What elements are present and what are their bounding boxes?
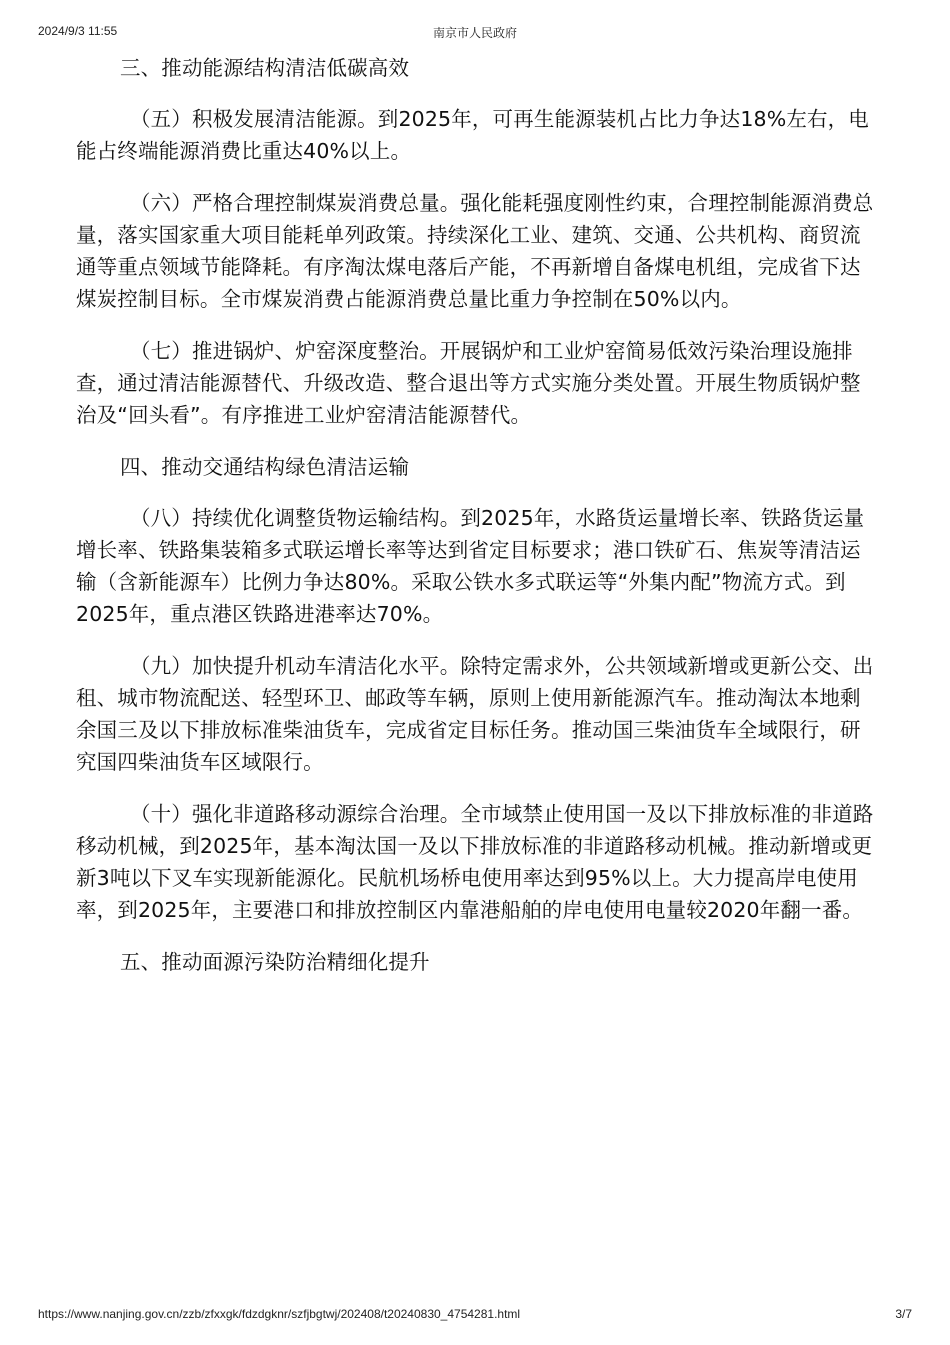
paragraph-5: （五）积极发展清洁能源。到2025年，可再生能源装机占比力争达18%左右，电能占终端能源消费比重达40%以上。 [76,107,869,163]
paragraph-7: （七）推进锅炉、炉窑深度整治。开展锅炉和工业炉窑简易低效污染治理设施排查，通过清洁能源替代、升级改造、整合退出等方式实施分类处置。开展生物质锅炉整治及“回头看”。有序推进工业炉窑清洁能源替代。 [76,339,861,427]
document-body [76,52,876,997]
section-heading-3: 三、推动能源结构清洁低碳高效 [120,56,410,80]
paragraph-10: （十）强化非道路移动源综合治理。全市域禁止使用国一及以下排放标准的非道路移动机械，到2025年，基本淘汰国一及以下排放标准的非道路移动机械。推动新增或更新3吨以下叉车实现新能源化。民航机场桥电使用率达到95%以上。大力提高岸电使用率，到2025年，主要港口和排放控制区内靠港船舶的岸电使用电量较2020年翻一番。 [76,802,874,922]
print-footer [38,1307,912,1323]
section-heading-5: 五、推动面源污染防治精细化提升 [120,950,430,974]
paragraph-6: （六）严格合理控制煤炭消费总量。强化能耗强度刚性约束，合理控制能源消费总量，落实国家重大项目能耗单列政策。持续深化工业、建筑、交通、公共机构、商贸流通等重点领域节能降耗。有序淘汰煤电落后产能，不再新增自备煤电机组，完成省下达煤炭控制目标。全市煤炭消费占能源消费总量比重力争控制在50%以内。 [76,191,874,311]
print-header [38,24,912,40]
paragraph-8: （八）持续优化调整货物运输结构。到2025年，水路货运量增长率、铁路货运量增长率、铁路集装箱多式联运增长率等达到省定目标要求；港口铁矿石、焦炭等清洁运输（含新能源车）比例力争达80%。采取公铁水多式联运等“外集内配”物流方式。到2025年，重点港区铁路进港率达70%。 [76,506,865,626]
source-url: https://www.nanjing.gov.cn/zzb/zfxxgk/fdzdgknr/szfjbgtwj/202408/t20240830_4754281.html [38,1307,521,1321]
paragraph-9: （九）加快提升机动车清洁化水平。除特定需求外，公共领域新增或更新公交、出租、城市物流配送、轻型环卫、邮政等车辆，原则上使用新能源汽车。推动淘汰本地剩余国三及以下排放标准柴油货车，完成省定目标任务。推动国三柴油货车全域限行，研究国四柴油货车区域限行。 [76,654,874,774]
page-number: 3/7 [895,1307,912,1321]
section-heading-4: 四、推动交通结构绿色清洁运输 [120,455,410,479]
page-title: 南京市人民政府 [432,26,517,40]
print-datetime: 2024/9/3 11:55 [38,24,118,38]
